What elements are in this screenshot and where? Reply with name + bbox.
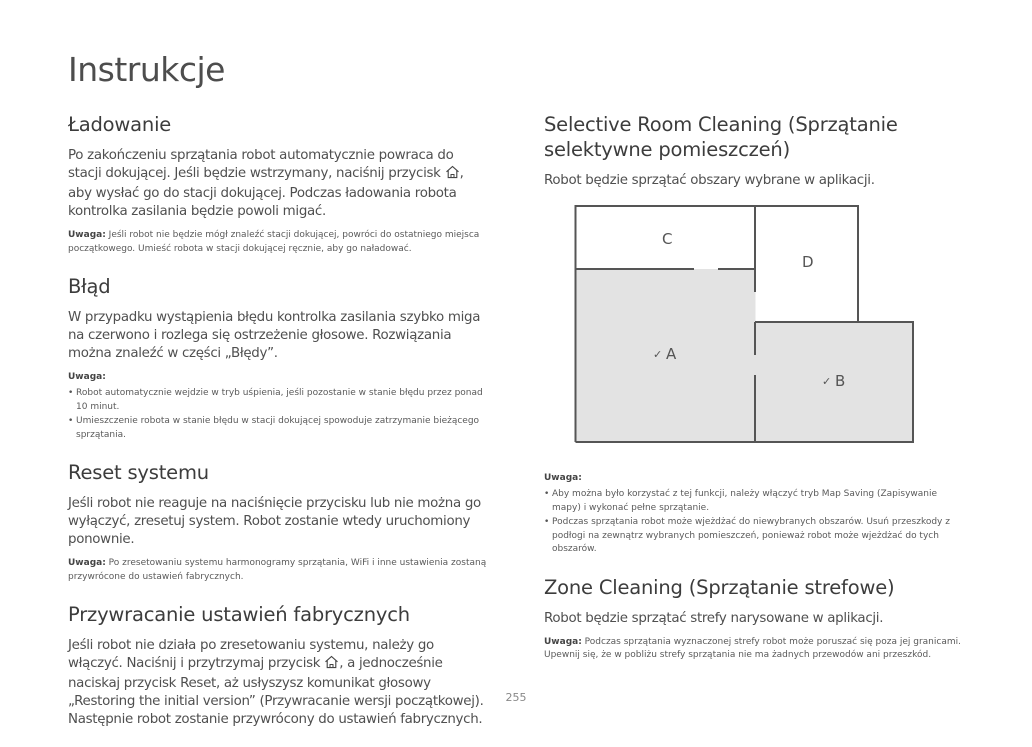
page-title: Instrukcje bbox=[68, 50, 225, 89]
note-text: Po zresetowaniu systemu harmonogramy sprzątania, WiFi i inne ustawienia zostaną przywrócone do ustawień fabrycznych. bbox=[68, 558, 487, 582]
charging-section bbox=[68, 112, 488, 256]
list-item: • Aby można było korzystać z tej funkcji, należy włączyć tryb Map Saving (Zapisywanie mapy) i wykonać pełne sprzątanie. bbox=[544, 488, 968, 515]
error-section bbox=[68, 274, 488, 442]
home-icon bbox=[324, 655, 339, 675]
charging-body-part1: Po zakończeniu sprzątania robot automatycznie powraca do stacji dokującej. Jeśli będzie wstrzymany, naciśnij przycisk bbox=[68, 148, 454, 181]
left-column bbox=[68, 112, 488, 747]
room-label-d: D bbox=[802, 253, 814, 271]
zone-heading: Zone Cleaning (Sprzątanie strefowe) bbox=[544, 575, 895, 599]
selective-section bbox=[544, 112, 968, 190]
check-icon: ✓ bbox=[822, 375, 832, 388]
zone-body: Robot będzie sprzątać strefy narysowane w aplikacji. bbox=[544, 610, 884, 626]
charging-note bbox=[68, 229, 488, 256]
reset-heading: Reset systemu bbox=[68, 461, 209, 484]
factory-heading: Przywracanie ustawień fabrycznych bbox=[68, 603, 410, 626]
charging-body-part2: , aby wysłać go do stacji dokującej. Podczas ładowania robota kontrolka zasilania będzie powoli migać. bbox=[68, 166, 464, 219]
charging-body bbox=[68, 147, 488, 221]
check-icon: ✓ bbox=[653, 348, 663, 361]
error-bullets bbox=[68, 387, 488, 442]
error-heading: Błąd bbox=[68, 275, 111, 298]
room-b-fill bbox=[756, 322, 913, 442]
note-label: Uwaga: bbox=[68, 230, 106, 240]
reset-body: Jeśli robot nie reaguje na naciśnięcie przycisku lub nie można go wyłączyć, zresetuj system. Robot zostanie wtedy uruchomiony ponownie. bbox=[68, 496, 481, 547]
list-item: • Umieszczenie robota w stanie błędu w stacji dokującej spowoduje zatrzymanie bieżącego sprzątania. bbox=[68, 415, 488, 442]
reset-section bbox=[68, 460, 488, 584]
selective-heading: Selective Room Cleaning (Sprzątanie selektywne pomieszczeń) bbox=[544, 113, 898, 161]
charging-heading: Ładowanie bbox=[68, 113, 172, 136]
note-label: Uwaga: bbox=[68, 558, 106, 568]
factory-section bbox=[68, 602, 488, 729]
list-item: • Robot automatycznie wejdzie w tryb uśpienia, jeśli pozostanie w stanie błędu przez ponad 10 minut. bbox=[68, 387, 488, 414]
home-icon bbox=[445, 165, 460, 185]
room-label-a: A bbox=[666, 345, 677, 363]
page-number: 255 bbox=[505, 691, 527, 704]
selective-note-section bbox=[544, 472, 968, 557]
note-label: Uwaga: bbox=[544, 636, 582, 647]
selective-bullets bbox=[544, 488, 968, 557]
factory-body bbox=[68, 637, 488, 729]
zone-section bbox=[544, 575, 968, 663]
error-note-label: Uwaga: bbox=[68, 372, 106, 382]
selective-note-label: Uwaga: bbox=[544, 473, 582, 483]
error-body: W przypadku wystąpienia błędu kontrolka zasilania szybko miga na czerwono i rozlega się ostrzeżenie głosowe. Rozwiązania można znaleźć w części „Błędy”. bbox=[68, 310, 481, 361]
zone-note bbox=[544, 636, 968, 663]
list-item: • Podczas sprzątania robot może wjeżdżać do niewybranych obszarów. Usuń przeszkody z podłogi na zewnątrz wybranych pomieszczeń, ponieważ robot może wjeżdżać do tych obszarów. bbox=[544, 516, 968, 557]
room-label-b: B bbox=[835, 372, 846, 390]
selective-body: Robot będzie sprzątać obszary wybrane w aplikacji. bbox=[544, 173, 875, 188]
factory-body-part1: Jeśli robot nie działa po zresetowaniu systemu, należy go włączyć. Naciśnij i przytrzymaj przycisk bbox=[68, 638, 434, 671]
room-map bbox=[574, 205, 916, 445]
reset-note bbox=[68, 557, 488, 584]
note-text: Podczas sprzątania wyznaczonej strefy robot może poruszać się poza jej granicami. Upewnij się, że w pobliżu strefy sprzątania nie ma żadnych przewodów ani przeszkód. bbox=[544, 636, 961, 660]
room-label-c: C bbox=[662, 230, 673, 248]
factory-body-part2: , a jednocześnie naciskaj przycisk Reset, aż usłyszysz komunikat głosowy „Restoring the initial version” (Przywracanie wersji początkowej). Następnie robot zostanie przywrócony do ustawień fabrycznych. bbox=[68, 656, 484, 727]
note-text: Jeśli robot nie będzie mógł znaleźć stacji dokującej, powróci do ostatniego miejsca początkowego. Umieść robota w stacji dokującej ręcznie, aby go naładować. bbox=[68, 230, 480, 254]
